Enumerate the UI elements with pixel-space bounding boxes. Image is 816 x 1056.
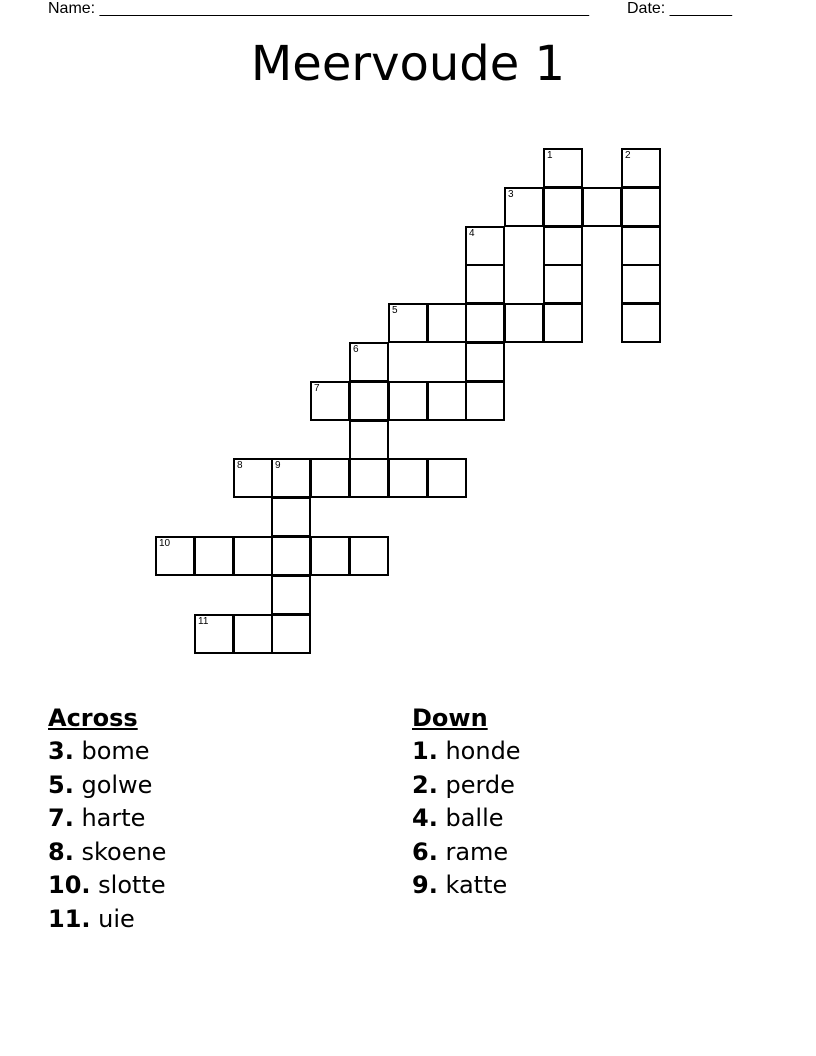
grid-cell[interactable] xyxy=(543,148,583,188)
clue-number: 8. xyxy=(48,837,74,866)
cell-number: 9 xyxy=(275,460,281,471)
across-clue xyxy=(48,769,166,803)
grid-cell[interactable] xyxy=(621,226,661,266)
grid-cell[interactable] xyxy=(621,264,661,304)
clue-text: skoene xyxy=(81,837,167,866)
cell-number: 2 xyxy=(625,150,631,161)
grid-cell[interactable] xyxy=(388,381,428,421)
clue-text: katte xyxy=(445,871,508,899)
grid-cell[interactable] xyxy=(621,303,661,343)
clue-number: 4. xyxy=(412,804,438,832)
grid-cell[interactable] xyxy=(233,536,273,576)
grid-cell[interactable] xyxy=(194,614,234,654)
grid-cell[interactable] xyxy=(465,381,505,421)
clue-text: rame xyxy=(445,837,509,866)
grid-cell[interactable] xyxy=(582,187,622,227)
grid-cell[interactable] xyxy=(349,420,389,460)
grid-cell[interactable] xyxy=(310,536,350,576)
grid-cell[interactable] xyxy=(427,381,467,421)
down-heading: Down xyxy=(412,704,488,732)
across-heading: Across xyxy=(48,704,138,732)
across-clue xyxy=(48,903,166,937)
grid-cell[interactable] xyxy=(465,264,505,304)
clue-text: bome xyxy=(81,737,150,765)
clue-text: harte xyxy=(81,804,146,832)
down-clues xyxy=(412,702,521,903)
grid-cell[interactable] xyxy=(271,575,311,615)
clue-number: 7. xyxy=(48,804,74,832)
across-clue xyxy=(48,869,166,903)
grid-cell[interactable] xyxy=(388,303,428,343)
grid-cell[interactable] xyxy=(465,342,505,382)
across-clue xyxy=(48,735,166,769)
clue-number: 9. xyxy=(412,871,438,899)
grid-cell[interactable] xyxy=(621,187,661,227)
page-title: Meervoude 1 xyxy=(250,36,566,92)
grid-cell[interactable] xyxy=(504,187,544,227)
grid-cell[interactable] xyxy=(271,614,311,654)
cell-number: 4 xyxy=(469,228,475,239)
date-field-label: Date: _______ xyxy=(627,0,732,17)
clue-text: honde xyxy=(445,737,521,765)
down-clue xyxy=(412,769,521,803)
grid-cell[interactable] xyxy=(233,614,273,654)
clue-text: slotte xyxy=(98,871,166,899)
grid-cell[interactable] xyxy=(465,226,505,266)
grid-cell[interactable] xyxy=(543,264,583,304)
grid-cell[interactable] xyxy=(310,458,350,498)
grid-cell[interactable] xyxy=(504,303,544,343)
across-clues xyxy=(48,702,166,936)
cell-number: 1 xyxy=(547,150,553,161)
grid-cell[interactable] xyxy=(349,536,389,576)
cell-number: 5 xyxy=(392,305,398,316)
grid-cell[interactable] xyxy=(543,187,583,227)
grid-cell[interactable] xyxy=(194,536,234,576)
clue-text: uie xyxy=(98,904,135,933)
grid-cell[interactable] xyxy=(271,497,311,537)
cell-number: 10 xyxy=(159,538,171,549)
down-clue xyxy=(412,802,521,836)
grid-cell[interactable] xyxy=(349,458,389,498)
down-clue xyxy=(412,735,521,769)
grid-cell[interactable] xyxy=(271,536,311,576)
clue-text: golwe xyxy=(81,770,153,799)
grid-cell[interactable] xyxy=(427,458,467,498)
cell-number: 3 xyxy=(508,189,514,200)
clue-number: 2. xyxy=(412,770,438,799)
cell-number: 8 xyxy=(237,460,243,471)
grid-cell[interactable] xyxy=(543,226,583,266)
grid-cell[interactable] xyxy=(349,342,389,382)
down-clue xyxy=(412,836,521,870)
clue-number: 5. xyxy=(48,770,74,799)
grid-cell[interactable] xyxy=(465,303,505,343)
grid-cell[interactable] xyxy=(233,458,273,498)
grid-cell[interactable] xyxy=(621,148,661,188)
cell-number: 6 xyxy=(353,344,359,355)
grid-cell[interactable] xyxy=(310,381,350,421)
clue-number: 10. xyxy=(48,871,91,899)
grid-cell[interactable] xyxy=(155,536,195,576)
clue-number: 11. xyxy=(48,904,91,933)
grid-cell[interactable] xyxy=(427,303,467,343)
down-clue xyxy=(412,869,521,903)
across-clue xyxy=(48,802,166,836)
grid-cell[interactable] xyxy=(349,381,389,421)
cell-number: 11 xyxy=(198,616,209,627)
clue-number: 1. xyxy=(412,737,438,765)
clue-text: perde xyxy=(445,770,515,799)
name-field-label: Name: _______________________________________________________ xyxy=(48,0,589,17)
across-clue xyxy=(48,836,166,870)
cell-number: 7 xyxy=(314,383,320,394)
clue-number: 6. xyxy=(412,837,438,866)
grid-cell[interactable] xyxy=(388,458,428,498)
grid-cell[interactable] xyxy=(271,458,311,498)
clue-text: balle xyxy=(445,804,504,832)
clue-number: 3. xyxy=(48,737,74,765)
grid-cell[interactable] xyxy=(543,303,583,343)
